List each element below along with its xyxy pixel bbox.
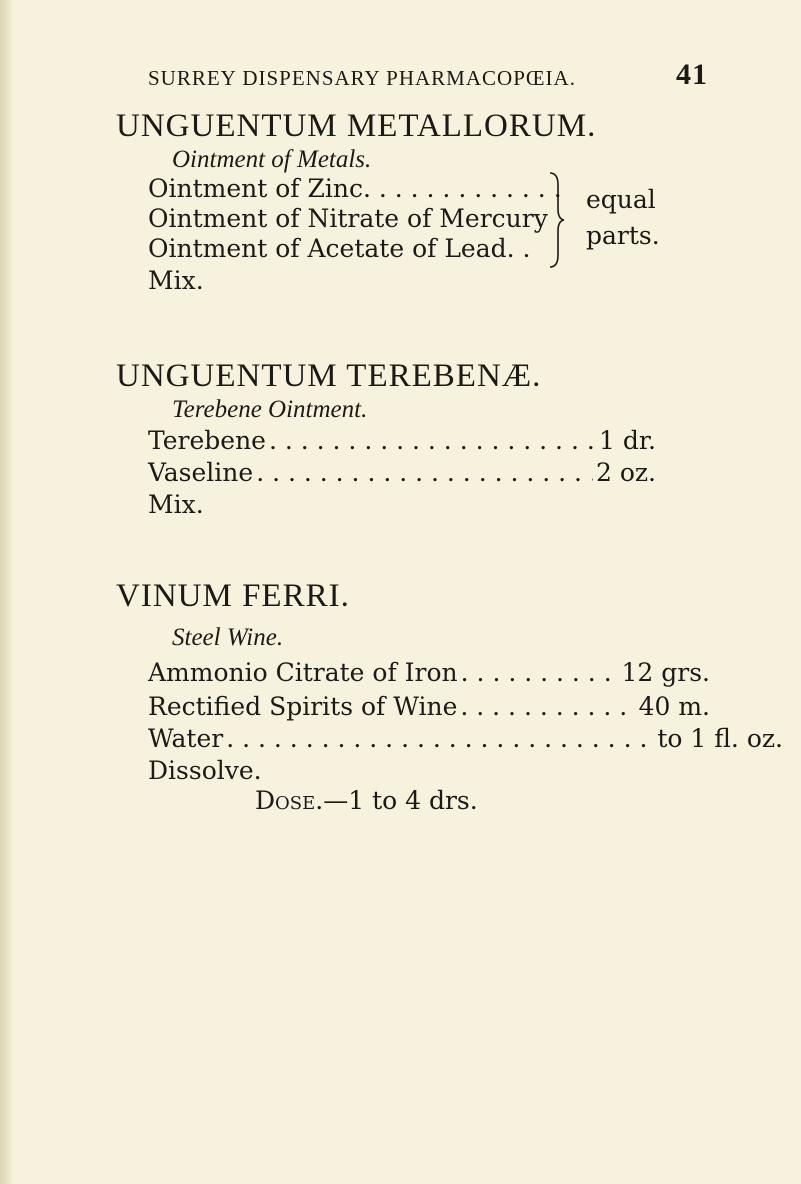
dose-label: Dose. (255, 786, 324, 815)
dose-line (255, 786, 478, 815)
ingredient-quantity: 12 grs. (621, 658, 710, 687)
leader-dots (461, 658, 619, 687)
section-title-vinum-ferri: VINUM FERRI. (116, 578, 350, 614)
ingredient-quantity: to 1 fl. oz. (657, 724, 783, 753)
equal-word: equal (586, 185, 656, 214)
leader-dots (256, 458, 593, 487)
ingredient-row-vaseline (148, 458, 656, 492)
running-head-title: SURREY DISPENSARY PHARMACOPŒIA. (148, 66, 576, 90)
dose-value: —1 to 4 drs. (323, 786, 478, 815)
section-subtitle-terebene-ointment: Terebene Ointment. (172, 396, 368, 423)
ingredient-ointment-of-acetate-of-lead (148, 234, 530, 268)
ingredient-ointment-of-nitrate-of-mercury (148, 204, 548, 238)
running-head (148, 58, 708, 98)
section-subtitle-ointment-of-metals: Ointment of Metals. (172, 146, 372, 173)
ingredient-row-ammonio-citrate-of-iron (148, 658, 710, 692)
page-gutter-shadow (0, 0, 14, 1184)
instruction-mix: Mix. (148, 266, 204, 295)
ingredient-name: Water (148, 724, 224, 753)
leader-dots: . . . . . . . . . . . . . (362, 174, 562, 203)
ingredient-name: Terebene (148, 426, 266, 455)
leader-dots (460, 692, 635, 721)
ingredient-name: Ointment of Zinc (148, 174, 363, 203)
parts-word: parts. (586, 221, 660, 250)
ingredient-name: Ointment of Nitrate of Mercury (148, 204, 548, 233)
leader-dots (226, 724, 654, 753)
ingredient-row-rectified-spirits-of-wine (148, 692, 710, 726)
equal-parts-note (586, 182, 696, 254)
instruction-dissolve: Dissolve. (148, 756, 262, 785)
ingredient-name: Ointment of Acetate of Lead (148, 234, 507, 263)
ingredient-name: Rectified Spirits of Wine (148, 692, 458, 721)
leader-dots: . . (506, 234, 531, 263)
ingredient-row-terebene (148, 426, 656, 460)
section-title-unguentum-metallorum: UNGUENTUM METALLORUM. (116, 108, 597, 144)
ingredient-quantity: 2 oz. (595, 458, 656, 487)
instruction-mix: Mix. (148, 490, 204, 519)
ingredient-name: Vaseline (148, 458, 254, 487)
ingredient-row-water (148, 724, 783, 758)
section-subtitle-steel-wine: Steel Wine. (172, 624, 284, 651)
ingredient-quantity: 40 m. (638, 692, 710, 721)
ingredient-ointment-of-zinc (148, 174, 562, 208)
page-number: 41 (676, 58, 708, 91)
ingredient-quantity: 1 dr. (598, 426, 656, 455)
leader-dots (269, 426, 596, 455)
section-title-unguentum-terebenae: UNGUENTUM TEREBENÆ. (116, 358, 542, 394)
right-brace-icon (548, 171, 566, 269)
ingredient-name: Ammonio Citrate of Iron (148, 658, 458, 687)
